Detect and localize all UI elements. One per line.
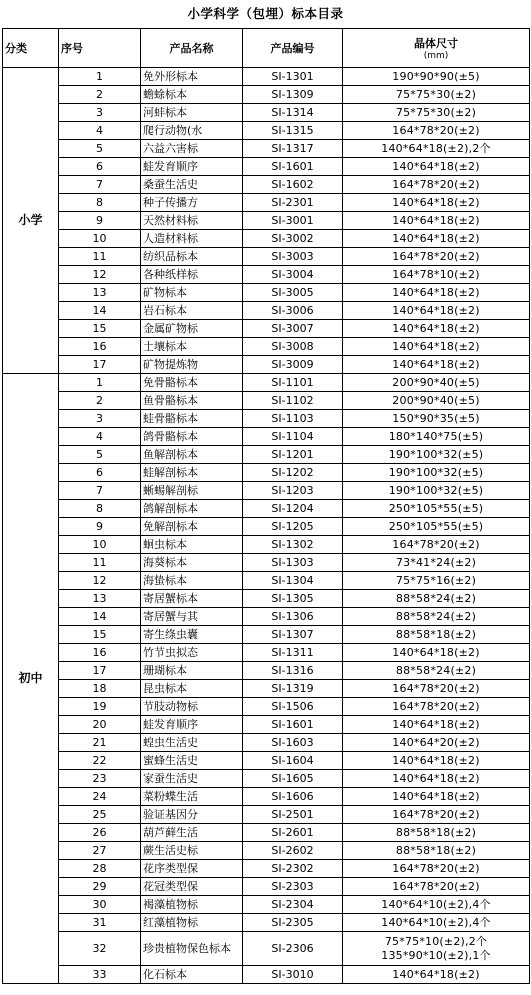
table-row (3, 878, 530, 896)
size-cell: 140*64*18(±2) (343, 966, 530, 984)
seq-cell: 17 (59, 356, 141, 374)
specimen-catalog-table (2, 28, 530, 984)
code-cell: SI-2303 (243, 878, 343, 896)
name-cell: 免外形标本 (141, 68, 243, 86)
code-cell: SI-1311 (243, 644, 343, 662)
size-cell: 200*90*40(±5) (343, 374, 530, 392)
size-cell: 140*64*18(±2) (343, 788, 530, 806)
seq-cell: 10 (59, 536, 141, 554)
table-row (3, 302, 530, 320)
code-cell: SI-1102 (243, 392, 343, 410)
table-row (3, 158, 530, 176)
name-cell: 化石标本 (141, 966, 243, 984)
size-cell: 164*78*20(±2) (343, 698, 530, 716)
size-cell: 88*58*18(±2) (343, 824, 530, 842)
code-cell: SI-1302 (243, 536, 343, 554)
table-row (3, 518, 530, 536)
table-row (3, 266, 530, 284)
code-cell: SI-1101 (243, 374, 343, 392)
code-cell: SI-3008 (243, 338, 343, 356)
header-size (343, 29, 530, 68)
table-row (3, 392, 530, 410)
seq-cell: 5 (59, 140, 141, 158)
seq-cell: 7 (59, 482, 141, 500)
size-cell: 73*41*24(±2) (343, 554, 530, 572)
size-cell: 190*100*32(±5) (343, 464, 530, 482)
table-row (3, 734, 530, 752)
code-cell: SI-1601 (243, 158, 343, 176)
seq-cell: 14 (59, 608, 141, 626)
size-cell: 164*78*20(±2) (343, 680, 530, 698)
name-cell: 寄生绦虫囊 (141, 626, 243, 644)
name-cell: 菜粉蝶生活 (141, 788, 243, 806)
name-cell: 蛔虫标本 (141, 536, 243, 554)
table-row (3, 68, 530, 86)
name-cell: 褐藻植物标 (141, 896, 243, 914)
seq-cell: 1 (59, 374, 141, 392)
size-cell: 164*78*20(±2) (343, 248, 530, 266)
size-cell: 140*64*18(±2) (343, 356, 530, 374)
seq-cell: 27 (59, 842, 141, 860)
seq-cell: 11 (59, 248, 141, 266)
table-row (3, 914, 530, 932)
table-row (3, 140, 530, 158)
table-row (3, 932, 530, 966)
seq-cell: 18 (59, 680, 141, 698)
code-cell: SI-1506 (243, 698, 343, 716)
name-cell: 免解剖标本 (141, 518, 243, 536)
code-cell: SI-1602 (243, 176, 343, 194)
code-cell: SI-1307 (243, 626, 343, 644)
name-cell: 葫芦藓生活 (141, 824, 243, 842)
code-cell: SI-2501 (243, 806, 343, 824)
size-cell: 140*64*18(±2) (343, 230, 530, 248)
size-cell: 140*64*10(±2),4个 (343, 896, 530, 914)
size-cell: 164*78*20(±2) (343, 122, 530, 140)
code-cell: SI-2301 (243, 194, 343, 212)
header-size-unit: (mm) (423, 51, 449, 61)
size-cell: 75*75*10(±2),2个 135*90*10(±2),1个 (343, 932, 530, 966)
name-cell: 家蚕生活史 (141, 770, 243, 788)
seq-cell: 2 (59, 392, 141, 410)
size-cell: 75*75*30(±2) (343, 104, 530, 122)
table-row (3, 554, 530, 572)
code-cell: SI-3004 (243, 266, 343, 284)
size-cell: 88*58*18(±2) (343, 626, 530, 644)
table-row (3, 410, 530, 428)
seq-cell: 26 (59, 824, 141, 842)
name-cell: 矿物标本 (141, 284, 243, 302)
code-cell: SI-1309 (243, 86, 343, 104)
table-body (3, 68, 530, 984)
seq-cell: 10 (59, 230, 141, 248)
seq-cell: 17 (59, 662, 141, 680)
seq-cell: 3 (59, 410, 141, 428)
table-row (3, 716, 530, 734)
code-cell: SI-2601 (243, 824, 343, 842)
table-row (3, 626, 530, 644)
size-cell: 140*64*18(±2) (343, 302, 530, 320)
table-row (3, 122, 530, 140)
name-cell: 六益六害标 (141, 140, 243, 158)
code-cell: SI-1603 (243, 734, 343, 752)
name-cell: 红藻植物标 (141, 914, 243, 932)
seq-cell: 15 (59, 320, 141, 338)
size-cell: 164*78*20(±2) (343, 806, 530, 824)
size-cell: 140*64*18(±2) (343, 752, 530, 770)
table-row (3, 860, 530, 878)
code-cell: SI-1205 (243, 518, 343, 536)
name-cell: 寄居蟹与其 (141, 608, 243, 626)
table-row (3, 176, 530, 194)
table-row (3, 572, 530, 590)
size-cell: 88*58*18(±2) (343, 842, 530, 860)
size-cell: 180*140*75(±5) (343, 428, 530, 446)
code-cell: SI-1316 (243, 662, 343, 680)
seq-cell: 8 (59, 194, 141, 212)
table-row (3, 788, 530, 806)
seq-cell: 12 (59, 572, 141, 590)
table-row (3, 536, 530, 554)
code-cell: SI-3007 (243, 320, 343, 338)
name-cell: 种子传播方 (141, 194, 243, 212)
size-cell: 190*100*32(±5) (343, 446, 530, 464)
name-cell: 寄居蟹标本 (141, 590, 243, 608)
name-cell: 竹节虫拟态 (141, 644, 243, 662)
size-cell: 140*64*18(±2) (343, 284, 530, 302)
seq-cell: 13 (59, 284, 141, 302)
code-cell: SI-1606 (243, 788, 343, 806)
seq-cell: 30 (59, 896, 141, 914)
table-row (3, 966, 530, 984)
code-cell: SI-1319 (243, 680, 343, 698)
size-cell: 140*64*18(±2) (343, 770, 530, 788)
size-cell: 140*64*18(±2) (343, 158, 530, 176)
seq-cell: 28 (59, 860, 141, 878)
table-row (3, 662, 530, 680)
seq-cell: 4 (59, 428, 141, 446)
name-cell: 免骨骼标本 (141, 374, 243, 392)
table-row (3, 212, 530, 230)
code-cell: SI-3002 (243, 230, 343, 248)
seq-cell: 7 (59, 176, 141, 194)
seq-cell: 15 (59, 626, 141, 644)
header-name: 产品名称 (141, 29, 243, 68)
table-header-row (3, 29, 530, 68)
name-cell: 节肢动物标 (141, 698, 243, 716)
seq-cell: 12 (59, 266, 141, 284)
table-row (3, 194, 530, 212)
seq-cell: 25 (59, 806, 141, 824)
code-cell: SI-1601 (243, 716, 343, 734)
category-cell: 初中 (3, 374, 59, 984)
page-title: 小学科学（包埋）标本目录 (187, 6, 344, 21)
size-cell: 250*105*55(±5) (343, 518, 530, 536)
name-cell: 珍贵植物保色标本 (141, 932, 243, 966)
table-row (3, 374, 530, 392)
name-cell: 蛙发育顺序 (141, 158, 243, 176)
code-cell: SI-1202 (243, 464, 343, 482)
size-cell: 140*64*10(±2),4个 (343, 914, 530, 932)
name-cell: 天然材料标 (141, 212, 243, 230)
table-row (3, 446, 530, 464)
code-cell: SI-1306 (243, 608, 343, 626)
size-cell: 140*64*18(±2),2个 (343, 140, 530, 158)
name-cell: 土壤标本 (141, 338, 243, 356)
name-cell: 蝗虫生活史 (141, 734, 243, 752)
name-cell: 蟾蜍标本 (141, 86, 243, 104)
size-cell: 140*64*18(±2) (343, 194, 530, 212)
size-cell: 164*78*20(±2) (343, 176, 530, 194)
seq-cell: 19 (59, 698, 141, 716)
header-size-label: 晶体尺寸 (414, 37, 458, 50)
table-row (3, 842, 530, 860)
code-cell: SI-3010 (243, 966, 343, 984)
size-cell: 140*64*18(±2) (343, 320, 530, 338)
table-row (3, 320, 530, 338)
table-row (3, 338, 530, 356)
size-cell: 88*58*24(±2) (343, 662, 530, 680)
name-cell: 珊瑚标本 (141, 662, 243, 680)
size-cell: 140*64*18(±2) (343, 716, 530, 734)
size-cell: 140*64*18(±2) (343, 338, 530, 356)
seq-cell: 1 (59, 68, 141, 86)
name-cell: 鸽骨骼标本 (141, 428, 243, 446)
code-cell: SI-2304 (243, 896, 343, 914)
code-cell: SI-1605 (243, 770, 343, 788)
table-row (3, 248, 530, 266)
table-row (3, 698, 530, 716)
size-cell: 190*90*90(±5) (343, 68, 530, 86)
name-cell: 海蛰标本 (141, 572, 243, 590)
category-cell: 小学 (3, 68, 59, 374)
name-cell: 蛙骨骼标本 (141, 410, 243, 428)
size-cell: 164*78*20(±2) (343, 536, 530, 554)
size-cell: 200*90*40(±5) (343, 392, 530, 410)
code-cell: SI-1104 (243, 428, 343, 446)
size-cell: 75*75*16(±2) (343, 572, 530, 590)
seq-cell: 16 (59, 644, 141, 662)
seq-cell: 20 (59, 716, 141, 734)
name-cell: 鱼骨骼标本 (141, 392, 243, 410)
header-seq: 序号 (59, 29, 141, 68)
seq-cell: 32 (59, 932, 141, 966)
size-cell: 140*64*20(±2) (343, 734, 530, 752)
seq-cell: 33 (59, 966, 141, 984)
code-cell: SI-1317 (243, 140, 343, 158)
name-cell: 桑蚕生活史 (141, 176, 243, 194)
seq-cell: 13 (59, 590, 141, 608)
size-cell: 190*100*32(±5) (343, 482, 530, 500)
code-cell: SI-2306 (243, 932, 343, 966)
seq-cell: 6 (59, 464, 141, 482)
name-cell: 昆虫标本 (141, 680, 243, 698)
name-cell: 蛙解剖标本 (141, 464, 243, 482)
code-cell: SI-2602 (243, 842, 343, 860)
table-row (3, 284, 530, 302)
table-row (3, 464, 530, 482)
table-row (3, 230, 530, 248)
table-row (3, 806, 530, 824)
table-row (3, 356, 530, 374)
seq-cell: 23 (59, 770, 141, 788)
table-row (3, 608, 530, 626)
code-cell: SI-1604 (243, 752, 343, 770)
table-row (3, 680, 530, 698)
code-cell: SI-1204 (243, 500, 343, 518)
code-cell: SI-1203 (243, 482, 343, 500)
name-cell: 蜜蜂生活史 (141, 752, 243, 770)
code-cell: SI-3009 (243, 356, 343, 374)
name-cell: 海葵标本 (141, 554, 243, 572)
name-cell: 鸽解剖标本 (141, 500, 243, 518)
table-row (3, 824, 530, 842)
code-cell: SI-1314 (243, 104, 343, 122)
name-cell: 蕨生活史标 (141, 842, 243, 860)
size-cell: 150*90*35(±5) (343, 410, 530, 428)
seq-cell: 4 (59, 122, 141, 140)
size-cell: 164*78*20(±2) (343, 860, 530, 878)
table-row (3, 896, 530, 914)
seq-cell: 16 (59, 338, 141, 356)
name-cell: 人造材料标 (141, 230, 243, 248)
name-cell: 鱼解剖标本 (141, 446, 243, 464)
table-row (3, 428, 530, 446)
name-cell: 蜥蜴解剖标 (141, 482, 243, 500)
code-cell: SI-1305 (243, 590, 343, 608)
size-cell: 140*64*18(±2) (343, 212, 530, 230)
seq-cell: 6 (59, 158, 141, 176)
seq-cell: 24 (59, 788, 141, 806)
name-cell: 矿物提炼物 (141, 356, 243, 374)
table-row (3, 482, 530, 500)
code-cell: SI-1301 (243, 68, 343, 86)
name-cell: 各种纸样标 (141, 266, 243, 284)
table-row (3, 752, 530, 770)
seq-cell: 31 (59, 914, 141, 932)
name-cell: 花序类型保 (141, 860, 243, 878)
name-cell: 纺织品标本 (141, 248, 243, 266)
seq-cell: 9 (59, 518, 141, 536)
table-row (3, 770, 530, 788)
size-cell: 250*105*55(±5) (343, 500, 530, 518)
code-cell: SI-3005 (243, 284, 343, 302)
size-cell: 140*64*18(±2) (343, 644, 530, 662)
table-row (3, 590, 530, 608)
code-cell: SI-3001 (243, 212, 343, 230)
seq-cell: 3 (59, 104, 141, 122)
header-category: 分类 (3, 29, 59, 68)
seq-cell: 11 (59, 554, 141, 572)
header-code: 产品编号 (243, 29, 343, 68)
size-cell: 164*78*10(±2) (343, 266, 530, 284)
table-row (3, 104, 530, 122)
code-cell: SI-1303 (243, 554, 343, 572)
seq-cell: 29 (59, 878, 141, 896)
code-cell: SI-3003 (243, 248, 343, 266)
seq-cell: 8 (59, 500, 141, 518)
code-cell: SI-1315 (243, 122, 343, 140)
table-row (3, 500, 530, 518)
code-cell: SI-2302 (243, 860, 343, 878)
name-cell: 岩石标本 (141, 302, 243, 320)
name-cell: 验证基因分 (141, 806, 243, 824)
seq-cell: 5 (59, 446, 141, 464)
table-row (3, 86, 530, 104)
name-cell: 爬行动物(水 (141, 122, 243, 140)
name-cell: 花冠类型保 (141, 878, 243, 896)
code-cell: SI-1304 (243, 572, 343, 590)
code-cell: SI-1103 (243, 410, 343, 428)
code-cell: SI-1201 (243, 446, 343, 464)
name-cell: 河蚌标本 (141, 104, 243, 122)
code-cell: SI-2305 (243, 914, 343, 932)
seq-cell: 2 (59, 86, 141, 104)
seq-cell: 21 (59, 734, 141, 752)
size-cell: 164*78*20(±2) (343, 878, 530, 896)
size-cell: 88*58*24(±2) (343, 608, 530, 626)
code-cell: SI-3006 (243, 302, 343, 320)
size-cell: 75*75*30(±2) (343, 86, 530, 104)
name-cell: 金属矿物标 (141, 320, 243, 338)
size-cell: 88*58*24(±2) (343, 590, 530, 608)
seq-cell: 14 (59, 302, 141, 320)
seq-cell: 22 (59, 752, 141, 770)
table-row (3, 644, 530, 662)
seq-cell: 9 (59, 212, 141, 230)
name-cell: 蛙发育顺序 (141, 716, 243, 734)
